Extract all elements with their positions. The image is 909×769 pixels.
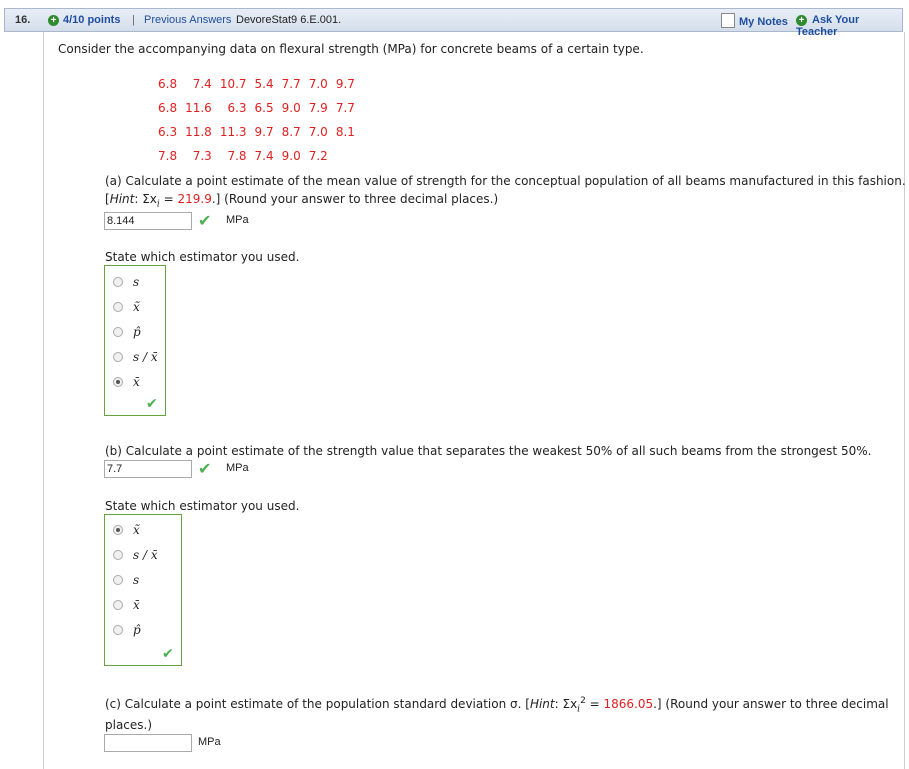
part-a-hint bbox=[105, 192, 498, 209]
intro-text: Consider the accompanying data on flexural strength (MPa) for concrete beams of a certain type. bbox=[58, 42, 644, 56]
estimator-option[interactable] bbox=[113, 350, 158, 364]
content-border-left bbox=[43, 32, 44, 769]
part-c-question-start: (c) Calculate a point estimate of the population standard deviation σ. [ bbox=[105, 697, 530, 711]
data-cell: 9.7 bbox=[335, 77, 355, 91]
hint-label: Hint bbox=[109, 192, 135, 206]
hint-subscript: i bbox=[577, 704, 581, 715]
data-cell: 7.2 bbox=[308, 149, 328, 163]
part-c-answer-input[interactable] bbox=[104, 734, 192, 752]
part-c-question-line2: places.) bbox=[105, 718, 153, 732]
data-cell: 7.0 bbox=[308, 77, 328, 91]
part-a-estimator-options bbox=[104, 265, 166, 416]
hint-equals: = bbox=[585, 697, 604, 711]
data-cell: 11.8 bbox=[185, 125, 212, 139]
radio-button-selected[interactable] bbox=[113, 377, 123, 387]
radio-button[interactable] bbox=[113, 302, 123, 312]
data-cell bbox=[328, 144, 355, 168]
radio-button[interactable] bbox=[113, 600, 123, 610]
data-cell: 6.8 bbox=[158, 77, 178, 91]
estimator-option[interactable] bbox=[113, 325, 141, 339]
note-icon[interactable] bbox=[721, 13, 735, 28]
plus-icon[interactable]: + bbox=[48, 15, 59, 26]
option-label: s / x̄ bbox=[133, 350, 158, 364]
correct-check-icon: ✔ bbox=[162, 646, 174, 662]
part-b-estimator-options bbox=[104, 514, 182, 666]
previous-answers-link[interactable]: Previous Answers bbox=[144, 14, 232, 26]
estimator-option[interactable] bbox=[113, 300, 140, 314]
data-cell: 6.5 bbox=[254, 101, 274, 115]
points-indicator[interactable] bbox=[48, 14, 120, 26]
option-label: s bbox=[133, 573, 140, 587]
option-label: x̃ bbox=[133, 523, 140, 537]
my-notes-label[interactable]: My Notes bbox=[739, 16, 788, 28]
data-cell: 7.9 bbox=[308, 101, 328, 115]
hint-sum: : Σx bbox=[554, 697, 578, 711]
part-a-estimator-prompt: State which estimator you used. bbox=[105, 250, 300, 264]
content-border-right bbox=[904, 32, 905, 769]
data-cell: 7.7 bbox=[281, 77, 301, 91]
hint-close: .] (Round your answer to three decimal places.) bbox=[211, 192, 499, 206]
data-cell: 7.8 bbox=[227, 149, 247, 163]
data-cell: 7.7 bbox=[335, 101, 355, 115]
data-cell: 9.7 bbox=[254, 125, 274, 139]
radio-button[interactable] bbox=[113, 352, 123, 362]
plus-icon[interactable]: + bbox=[796, 15, 807, 26]
estimator-option[interactable] bbox=[113, 275, 139, 289]
part-a-question: (a) Calculate a point estimate of the mean value of strength for the conceptual population of all beams manufactured in this fashion. bbox=[105, 174, 906, 188]
table-row bbox=[150, 96, 355, 120]
part-a-answer-input[interactable]: 8.144 bbox=[104, 212, 192, 230]
data-cell: 6.3 bbox=[227, 101, 247, 115]
estimator-option[interactable] bbox=[113, 623, 141, 637]
hint-open: [ bbox=[105, 192, 110, 206]
data-cell: 7.8 bbox=[158, 149, 178, 163]
option-label: s / x̄ bbox=[133, 548, 158, 562]
data-cell: 7.0 bbox=[308, 125, 328, 139]
correct-check-icon: ✔ bbox=[198, 459, 212, 478]
data-cell: 9.0 bbox=[281, 101, 301, 115]
header-separator: | bbox=[132, 14, 135, 26]
part-b-answer-input[interactable]: 7.7 bbox=[104, 460, 192, 478]
radio-button[interactable] bbox=[113, 550, 123, 560]
estimator-option-selected[interactable] bbox=[113, 523, 140, 537]
hint-sum: : Σx bbox=[134, 192, 157, 206]
part-a-unit: MPa bbox=[226, 214, 249, 226]
data-cell: 8.1 bbox=[335, 125, 355, 139]
problem-code: DevoreStat9 6.E.001. bbox=[236, 14, 342, 26]
radio-button[interactable] bbox=[113, 625, 123, 635]
points-label[interactable]: 4/10 points bbox=[63, 14, 121, 26]
estimator-option[interactable] bbox=[113, 548, 158, 562]
my-notes-link[interactable] bbox=[721, 13, 788, 28]
radio-button[interactable] bbox=[113, 277, 123, 287]
hint-value: 219.9 bbox=[177, 192, 212, 206]
data-cell: 7.4 bbox=[254, 149, 274, 163]
question-number: 16. bbox=[15, 14, 31, 26]
radio-button[interactable] bbox=[113, 327, 123, 337]
estimator-option-selected[interactable] bbox=[113, 375, 140, 389]
data-cell: 6.8 bbox=[158, 101, 178, 115]
part-b-unit: MPa bbox=[226, 462, 249, 474]
data-cell: 8.7 bbox=[281, 125, 301, 139]
ask-teacher-label[interactable]: Ask Your Teacher bbox=[796, 14, 860, 38]
hint-superscript: 2 bbox=[580, 696, 586, 706]
question-header bbox=[4, 8, 903, 38]
table-row bbox=[150, 120, 355, 144]
data-cell: 11.6 bbox=[185, 101, 212, 115]
estimator-option[interactable] bbox=[113, 598, 140, 612]
option-label: x̄ bbox=[133, 598, 140, 612]
option-label: x̃ bbox=[133, 300, 140, 314]
part-c-question bbox=[105, 696, 889, 714]
radio-button-selected[interactable] bbox=[113, 525, 123, 535]
table-row bbox=[150, 72, 355, 96]
option-label: x̄ bbox=[133, 375, 140, 389]
data-cell: 11.3 bbox=[219, 125, 247, 139]
ask-teacher-link[interactable] bbox=[796, 14, 902, 38]
option-label: s bbox=[133, 275, 140, 289]
data-cell: 7.3 bbox=[192, 149, 212, 163]
part-c-unit: MPa bbox=[198, 736, 221, 748]
data-cell: 6.3 bbox=[158, 125, 178, 139]
data-table bbox=[150, 72, 355, 168]
hint-value: 1866.05 bbox=[603, 697, 654, 711]
data-cell: 7.4 bbox=[192, 77, 212, 91]
estimator-option[interactable] bbox=[113, 573, 139, 587]
option-label: p̂ bbox=[133, 623, 141, 637]
data-cell: 10.7 bbox=[219, 77, 247, 91]
hint-equals: = bbox=[159, 192, 178, 206]
part-b-estimator-prompt: State which estimator you used. bbox=[105, 499, 300, 513]
data-cell: 5.4 bbox=[254, 77, 274, 91]
correct-check-icon: ✔ bbox=[146, 396, 158, 412]
correct-check-icon: ✔ bbox=[198, 211, 212, 230]
hint-label: Hint bbox=[529, 697, 555, 711]
table-row bbox=[150, 144, 355, 168]
option-label: p̂ bbox=[133, 325, 141, 339]
hint-close: .] (Round your answer to three decimal bbox=[653, 697, 889, 711]
part-b-question: (b) Calculate a point estimate of the strength value that separates the weakest 50% of all such beams from the strongest 50%. bbox=[105, 444, 872, 458]
radio-button[interactable] bbox=[113, 575, 123, 585]
data-cell: 9.0 bbox=[281, 149, 301, 163]
hint-subscript: i bbox=[156, 199, 160, 210]
